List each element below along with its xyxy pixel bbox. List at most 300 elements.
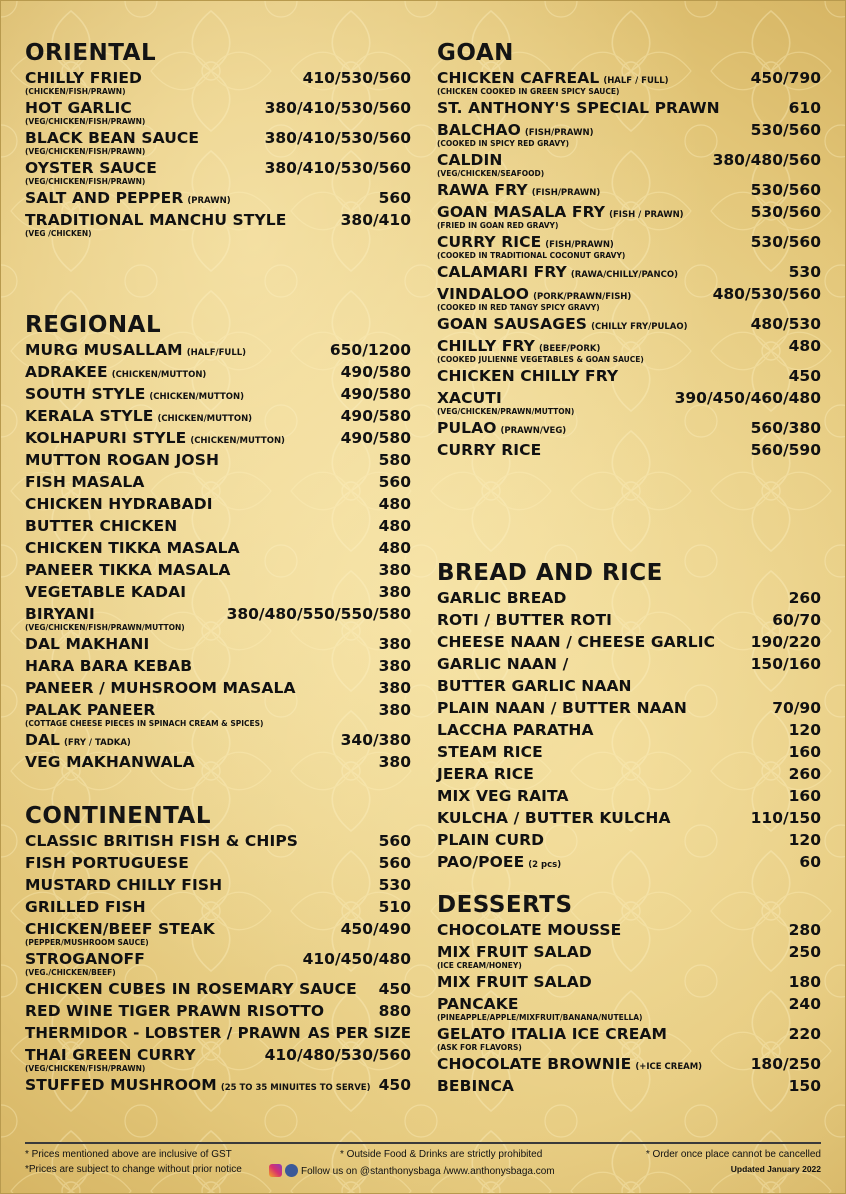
- item-price: 530/560: [750, 181, 821, 199]
- menu-item-row: [25, 187, 411, 209]
- item-name-group: [25, 471, 144, 493]
- item-name-group: [437, 741, 543, 763]
- item-variant-tag: (PORK/PRAWN/FISH): [533, 292, 632, 302]
- item-price: 450/490: [340, 920, 411, 938]
- menu-item: [25, 67, 411, 97]
- item-price: 580: [378, 451, 411, 469]
- menu-item: [437, 741, 821, 763]
- item-name: KULCHA / BUTTER KULCHA: [437, 809, 671, 827]
- menu-item-row: [437, 313, 821, 335]
- item-description: (VEG./CHICKEN/BEEF): [25, 968, 116, 977]
- item-price: 190/220: [750, 633, 821, 651]
- item-name: ROTI / BUTTER ROTI: [437, 611, 612, 629]
- item-price: 380: [378, 635, 411, 653]
- item-price: 560/590: [750, 441, 821, 459]
- menu-item-row: [25, 339, 411, 361]
- item-name: OYSTER SAUCE: [25, 159, 157, 177]
- item-price: 530/560: [750, 121, 821, 139]
- menu-item: [25, 1044, 411, 1074]
- section-title: CONTINENTAL: [25, 803, 211, 829]
- item-name-group: [25, 655, 192, 677]
- item-name: CHOCOLATE MOUSSE: [437, 921, 622, 939]
- item-name: BLACK BEAN SAUCE: [25, 129, 200, 147]
- item-name: PALAK PANEER: [25, 701, 156, 719]
- item-name: GOAN MASALA FRY: [437, 203, 606, 221]
- menu-item: [437, 609, 821, 631]
- menu-item: [25, 896, 411, 918]
- section-regional: [25, 311, 411, 773]
- item-name: BUTTER GARLIC NAAN: [437, 677, 632, 695]
- item-name-group: [437, 763, 534, 785]
- item-price: 880: [378, 1002, 411, 1020]
- item-variant-tag: (BEEF/PORK): [538, 344, 601, 354]
- item-variant-tag: (FISH/PRAWN): [545, 240, 614, 250]
- menu-item-row: [25, 383, 411, 405]
- item-variant-tag: (CHICKEN/MUTTON): [149, 392, 245, 402]
- menu-item: [25, 1022, 411, 1044]
- menu-item-row: [437, 653, 821, 675]
- item-description: (VEG /CHICKEN): [25, 229, 92, 238]
- item-name: CHICKEN CHILLY FRY: [437, 367, 619, 385]
- menu-item: [437, 971, 821, 993]
- menu-item-row: [437, 631, 821, 653]
- item-name-group: [25, 978, 357, 1000]
- menu-item: [437, 719, 821, 741]
- menu-item: [437, 417, 821, 439]
- item-variant-tag: (FISH/PRAWN): [524, 128, 594, 138]
- item-description: (VEG/CHICKEN/FISH/PRAWN): [25, 1064, 146, 1073]
- item-price: 530: [788, 263, 821, 281]
- menu-item-row: [25, 978, 411, 1000]
- item-name: CHICKEN CUBES IN ROSEMARY SAUCE: [25, 980, 357, 998]
- menu-item: [437, 807, 821, 829]
- menu-item: [25, 581, 411, 603]
- item-price: 150/160: [750, 655, 821, 673]
- item-name-group: [25, 830, 298, 852]
- menu-item-row: [25, 655, 411, 677]
- item-price: 240: [788, 995, 821, 1013]
- item-name-group: [437, 1075, 514, 1097]
- item-price: 380/480/550/550/580: [226, 605, 411, 623]
- menu-item: [437, 231, 821, 261]
- menu-item: [437, 785, 821, 807]
- item-price: 380: [378, 561, 411, 579]
- item-name-group: [25, 537, 240, 559]
- menu-item: [25, 1000, 411, 1022]
- item-price: 480: [378, 495, 411, 513]
- menu-item: [437, 261, 821, 283]
- menu-item: [437, 653, 821, 675]
- item-variant-tag: (CHICKEN/MUTTON): [111, 370, 207, 380]
- menu-item-row: [437, 785, 821, 807]
- menu-item: [437, 1053, 821, 1075]
- section-title: DESSERTS: [437, 892, 573, 918]
- item-name: GELATO ITALIA ICE CREAM: [437, 1025, 668, 1043]
- menu-item: [25, 874, 411, 896]
- section-title: GOAN: [437, 40, 514, 66]
- item-name: CHICKEN HYDRABADI: [25, 495, 213, 513]
- item-description: (FRIED IN GOAN RED GRAVY): [437, 221, 559, 230]
- item-price: 490/580: [340, 385, 411, 403]
- menu-item-row: [437, 851, 821, 873]
- item-name: CALDIN: [437, 151, 503, 169]
- item-name-group: [437, 697, 687, 719]
- item-price: 480/530/560: [712, 285, 821, 303]
- item-name: MUSTARD CHILLY FISH: [25, 876, 223, 894]
- item-price: 380: [378, 679, 411, 697]
- menu-item: [25, 537, 411, 559]
- menu-item: [437, 763, 821, 785]
- item-price: 480: [788, 337, 821, 355]
- menu-item: [437, 149, 821, 179]
- item-name-group: [437, 609, 612, 631]
- item-name: PAO/POEE: [437, 853, 525, 871]
- item-variant-tag: (CHICKEN/MUTTON): [157, 414, 253, 424]
- item-name: GRILLED FISH: [25, 898, 146, 916]
- item-name-group: [25, 1022, 301, 1044]
- menu-item-row: [25, 1000, 411, 1022]
- menu-item-row: [25, 633, 411, 655]
- item-variant-tag: (FISH/PRAWN): [531, 188, 601, 198]
- item-variant-tag: (RAWA/CHILLY/PANCO): [570, 270, 678, 280]
- item-name: PANEER TIKKA MASALA: [25, 561, 231, 579]
- item-name-group: [437, 97, 720, 119]
- item-name: DAL: [25, 731, 61, 749]
- menu-item: [437, 97, 821, 119]
- item-name: CHILLY FRY: [437, 337, 535, 355]
- item-price: 530/560: [750, 233, 821, 251]
- item-price: 650/1200: [329, 341, 411, 359]
- menu-item-row: [437, 1075, 821, 1097]
- item-variant-tag: (HALF/FULL): [186, 348, 247, 358]
- outside-food-note: * Outside Food & Drinks are strictly prohibited: [340, 1149, 543, 1160]
- menu-item-row: [25, 449, 411, 471]
- item-description: (COOKED IN TRADITIONAL COCONUT GRAVY): [437, 251, 626, 260]
- item-price: 120: [788, 831, 821, 849]
- item-name: CURRY RICE: [437, 441, 542, 459]
- menu-item: [437, 1023, 821, 1053]
- item-name-group: [25, 515, 177, 537]
- menu-item: [437, 697, 821, 719]
- menu-item-row: [437, 587, 821, 609]
- item-price: 450: [788, 367, 821, 385]
- item-name: CHILLY FRIED: [25, 69, 143, 87]
- item-name: XACUTI: [437, 389, 502, 407]
- item-name: BALCHAO: [437, 121, 521, 139]
- item-name: MIX FRUIT SALAD: [437, 973, 592, 991]
- instagram-icon[interactable]: [269, 1164, 282, 1177]
- menu-item-row: [437, 741, 821, 763]
- item-price: 380/410: [340, 211, 411, 229]
- item-description: (VEG/CHICKEN/FISH/PRAWN): [25, 177, 146, 186]
- item-price: 60/70: [772, 611, 821, 629]
- section-title: REGIONAL: [25, 312, 162, 338]
- menu-item: [25, 187, 411, 209]
- menu-item-row: [25, 427, 411, 449]
- menu-item-row: [437, 179, 821, 201]
- item-description: (COOKED JULIENNE VEGETABLES & GOAN SAUCE): [437, 355, 644, 364]
- menu-item: [437, 675, 821, 697]
- item-variant-tag: (PRAWN/VEG): [500, 426, 567, 436]
- menu-item: [25, 339, 411, 361]
- item-price: 380: [378, 657, 411, 675]
- item-name: JEERA RICE: [437, 765, 534, 783]
- item-price: 160: [788, 787, 821, 805]
- item-price: 610: [788, 99, 821, 117]
- item-name-group: [437, 829, 544, 851]
- item-price: 450: [378, 1076, 411, 1094]
- facebook-icon[interactable]: [285, 1164, 298, 1177]
- item-name: CHEESE NAAN / CHEESE GARLIC: [437, 633, 716, 651]
- menu-item: [25, 948, 411, 978]
- item-name: LACCHA PARATHA: [437, 721, 594, 739]
- menu-item-row: [437, 971, 821, 993]
- menu-item: [25, 655, 411, 677]
- item-variant-tag: (25 TO 35 MINUITES TO SERVE): [220, 1083, 371, 1093]
- item-price: 530/560: [750, 203, 821, 221]
- item-price: 260: [788, 589, 821, 607]
- footer: [25, 1149, 821, 1179]
- menu-item: [437, 179, 821, 201]
- item-name-group: [25, 633, 149, 655]
- item-price: 490/580: [340, 429, 411, 447]
- menu-item-row: [25, 852, 411, 874]
- item-price: 380: [378, 701, 411, 719]
- item-price: 480: [378, 539, 411, 557]
- item-name: FISH MASALA: [25, 473, 145, 491]
- gst-note: * Prices mentioned above are inclusive of GST: [25, 1149, 232, 1160]
- menu-item: [25, 978, 411, 1000]
- menu-item: [25, 427, 411, 449]
- cancel-note: * Order once place cannot be cancelled: [645, 1149, 821, 1160]
- item-price: 390/450/460/480: [674, 389, 821, 407]
- item-name: KOLHAPURI STYLE: [25, 429, 187, 447]
- item-name: CLASSIC BRITISH FISH & CHIPS: [25, 832, 299, 850]
- item-price: 410/530/560: [302, 69, 411, 87]
- menu-item-row: [437, 417, 821, 439]
- item-name: SALT AND PEPPER: [25, 189, 184, 207]
- item-name: SOUTH STYLE: [25, 385, 146, 403]
- item-name: PULAO: [437, 419, 497, 437]
- item-description: (CHICKEN/FISH/PRAWN): [25, 87, 126, 96]
- item-price: 560: [378, 832, 411, 850]
- item-variant-tag: (+ICE CREAM): [635, 1062, 703, 1072]
- menu-item-row: [25, 677, 411, 699]
- menu-item-row: [437, 763, 821, 785]
- item-price: 380/410/530/560: [264, 99, 411, 117]
- item-name: CURRY RICE: [437, 233, 542, 251]
- menu-item: [25, 633, 411, 655]
- item-name: PANEER / MUHSROOM MASALA: [25, 679, 296, 697]
- menu-item: [25, 493, 411, 515]
- item-name: PLAIN CURD: [437, 831, 545, 849]
- menu-item: [25, 157, 411, 187]
- item-name: CALAMARI FRY: [437, 263, 567, 281]
- item-name: GOAN SAUSAGES: [437, 315, 588, 333]
- item-price: 380/410/530/560: [264, 159, 411, 177]
- item-price: 490/580: [340, 363, 411, 381]
- item-price: 530: [378, 876, 411, 894]
- section-goan: [437, 39, 821, 461]
- item-price: 480/530: [750, 315, 821, 333]
- item-name: BEBINCA: [437, 1077, 515, 1095]
- menu-item: [437, 119, 821, 149]
- menu-item-row: [437, 261, 821, 283]
- menu-item: [437, 941, 821, 971]
- item-name-group: [25, 1000, 324, 1022]
- item-price: 480: [378, 517, 411, 535]
- menu-item: [437, 851, 821, 873]
- menu-item: [437, 387, 821, 417]
- item-name: ADRAKEE: [25, 363, 108, 381]
- item-price: 450/790: [750, 69, 821, 87]
- item-price: 110/150: [750, 809, 821, 827]
- item-description: (PINEAPPLE/APPLE/MIXFRUIT/BANANA/NUTELLA): [437, 1013, 643, 1022]
- item-name-group: [25, 581, 186, 603]
- item-description: (VEG/CHICKEN/FISH/PRAWN/MUTTON): [25, 623, 185, 632]
- item-variant-tag: (HALF / FULL): [603, 76, 669, 86]
- item-name-group: [437, 631, 715, 653]
- item-name: STROGANOFF: [25, 950, 145, 968]
- menu-item: [25, 918, 411, 948]
- item-price: 160: [788, 743, 821, 761]
- menu-item-row: [437, 807, 821, 829]
- menu-item-row: [25, 751, 411, 773]
- item-name-group: [437, 851, 561, 876]
- item-price: 250: [788, 943, 821, 961]
- menu-item: [25, 830, 411, 852]
- item-name: BUTTER CHICKEN: [25, 517, 178, 535]
- menu-item-row: [25, 729, 411, 751]
- menu-item: [437, 829, 821, 851]
- menu-item: [437, 283, 821, 313]
- item-price: AS PER SIZE: [307, 1024, 411, 1042]
- item-name: RED WINE TIGER PRAWN RISOTTO: [25, 1002, 325, 1020]
- item-name: CHOCOLATE BROWNIE: [437, 1055, 632, 1073]
- item-name-group: [437, 807, 671, 829]
- item-name-group: [437, 971, 592, 993]
- menu-item-row: [437, 1053, 821, 1075]
- item-name: STUFFED MUSHROOM: [25, 1076, 217, 1094]
- item-name: MIX VEG RAITA: [437, 787, 569, 805]
- item-description: (VEG/CHICKEN/SEAFOOD): [437, 169, 545, 178]
- item-name: KERALA STYLE: [25, 407, 154, 425]
- follow-us-text: Follow us on @stanthonysbaga /www.anthonysbaga.com: [301, 1166, 555, 1177]
- item-price: 380/480/560: [712, 151, 821, 169]
- menu-item-row: [437, 719, 821, 741]
- menu-item: [437, 919, 821, 941]
- item-price: 560: [378, 854, 411, 872]
- menu-item: [437, 439, 821, 461]
- section-bread-and-rice: [437, 559, 821, 873]
- menu-item: [437, 201, 821, 231]
- menu-item-row: [437, 829, 821, 851]
- item-name: VEGETABLE KADAI: [25, 583, 187, 601]
- item-name-group: [437, 439, 541, 461]
- menu-item: [437, 631, 821, 653]
- item-name-group: [437, 919, 621, 941]
- item-price: 340/380: [340, 731, 411, 749]
- item-name: PLAIN NAAN / BUTTER NAAN: [437, 699, 687, 717]
- item-name: GARLIC NAAN /: [437, 655, 569, 673]
- item-name: MIX FRUIT SALAD: [437, 943, 592, 961]
- item-name-group: [25, 751, 195, 773]
- menu-item: [25, 699, 411, 729]
- item-name: PANCAKE: [437, 995, 519, 1013]
- item-price: 490/580: [340, 407, 411, 425]
- item-description: (VEG/CHICKEN/FISH/PRAWN): [25, 117, 146, 126]
- item-price: 560: [378, 473, 411, 491]
- item-description: (VEG/CHICKEN/PRAWN/MUTTON): [437, 407, 575, 416]
- menu-item-row: [25, 515, 411, 537]
- item-name: VEG MAKHANWALA: [25, 753, 195, 771]
- section-desserts: [437, 891, 821, 1097]
- item-price: 380/410/530/560: [264, 129, 411, 147]
- item-price: 150: [788, 1077, 821, 1095]
- item-name-group: [25, 1074, 370, 1099]
- item-price: 180: [788, 973, 821, 991]
- item-name: ST. ANTHONY'S SPECIAL PRAWN: [437, 99, 720, 117]
- item-name: VINDALOO: [437, 285, 530, 303]
- menu-item: [25, 729, 411, 751]
- menu-item-row: [25, 537, 411, 559]
- item-description: (COOKED IN SPICY RED GRAVY): [437, 139, 569, 148]
- item-name-group: [25, 449, 219, 471]
- menu-item: [25, 603, 411, 633]
- item-name: HOT GARLIC: [25, 99, 132, 117]
- item-name-group: [437, 785, 569, 807]
- item-price: 260: [788, 765, 821, 783]
- item-price: 410/450/480: [302, 950, 411, 968]
- menu-item-row: [25, 830, 411, 852]
- menu-item-row: [25, 559, 411, 581]
- item-price: 60: [799, 853, 821, 871]
- item-name-group: [25, 852, 189, 874]
- menu-item-row: [25, 405, 411, 427]
- item-name: GARLIC BREAD: [437, 589, 567, 607]
- item-price: 380: [378, 753, 411, 771]
- menu-item: [437, 67, 821, 97]
- item-description: (COTTAGE CHEESE PIECES IN SPINACH CREAM & SPICES): [25, 719, 264, 728]
- menu-item: [25, 559, 411, 581]
- item-price: 380: [378, 583, 411, 601]
- item-name: CHICKEN CAFREAL: [437, 69, 600, 87]
- menu-item: [25, 471, 411, 493]
- menu-item: [437, 313, 821, 335]
- item-name: RAWA FRY: [437, 181, 528, 199]
- item-name-group: [437, 653, 568, 675]
- menu-item: [437, 365, 821, 387]
- item-price: 450: [378, 980, 411, 998]
- item-name: MURG MUSALLAM: [25, 341, 183, 359]
- menu-item-row: [25, 493, 411, 515]
- menu-item-row: [25, 896, 411, 918]
- item-price: 280: [788, 921, 821, 939]
- item-variant-tag: (FRY / TADKA): [64, 738, 131, 748]
- price-change-note: *Prices are subject to change without prior notice: [25, 1164, 242, 1175]
- section-title: BREAD AND RICE: [437, 560, 663, 586]
- item-name: STEAM RICE: [437, 743, 543, 761]
- menu-item: [25, 751, 411, 773]
- item-name: HARA BARA KEBAB: [25, 657, 193, 675]
- item-variant-tag: (CHILLY FRY/PULAO): [591, 322, 688, 332]
- item-variant-tag: (CHICKEN/MUTTON): [190, 436, 285, 446]
- menu-item-row: [25, 874, 411, 896]
- menu-item-row: [25, 471, 411, 493]
- item-description: (ASK FOR FLAVORS): [437, 1043, 522, 1052]
- updated-date: Updated January 2022: [730, 1164, 821, 1174]
- item-name-group: [437, 719, 594, 741]
